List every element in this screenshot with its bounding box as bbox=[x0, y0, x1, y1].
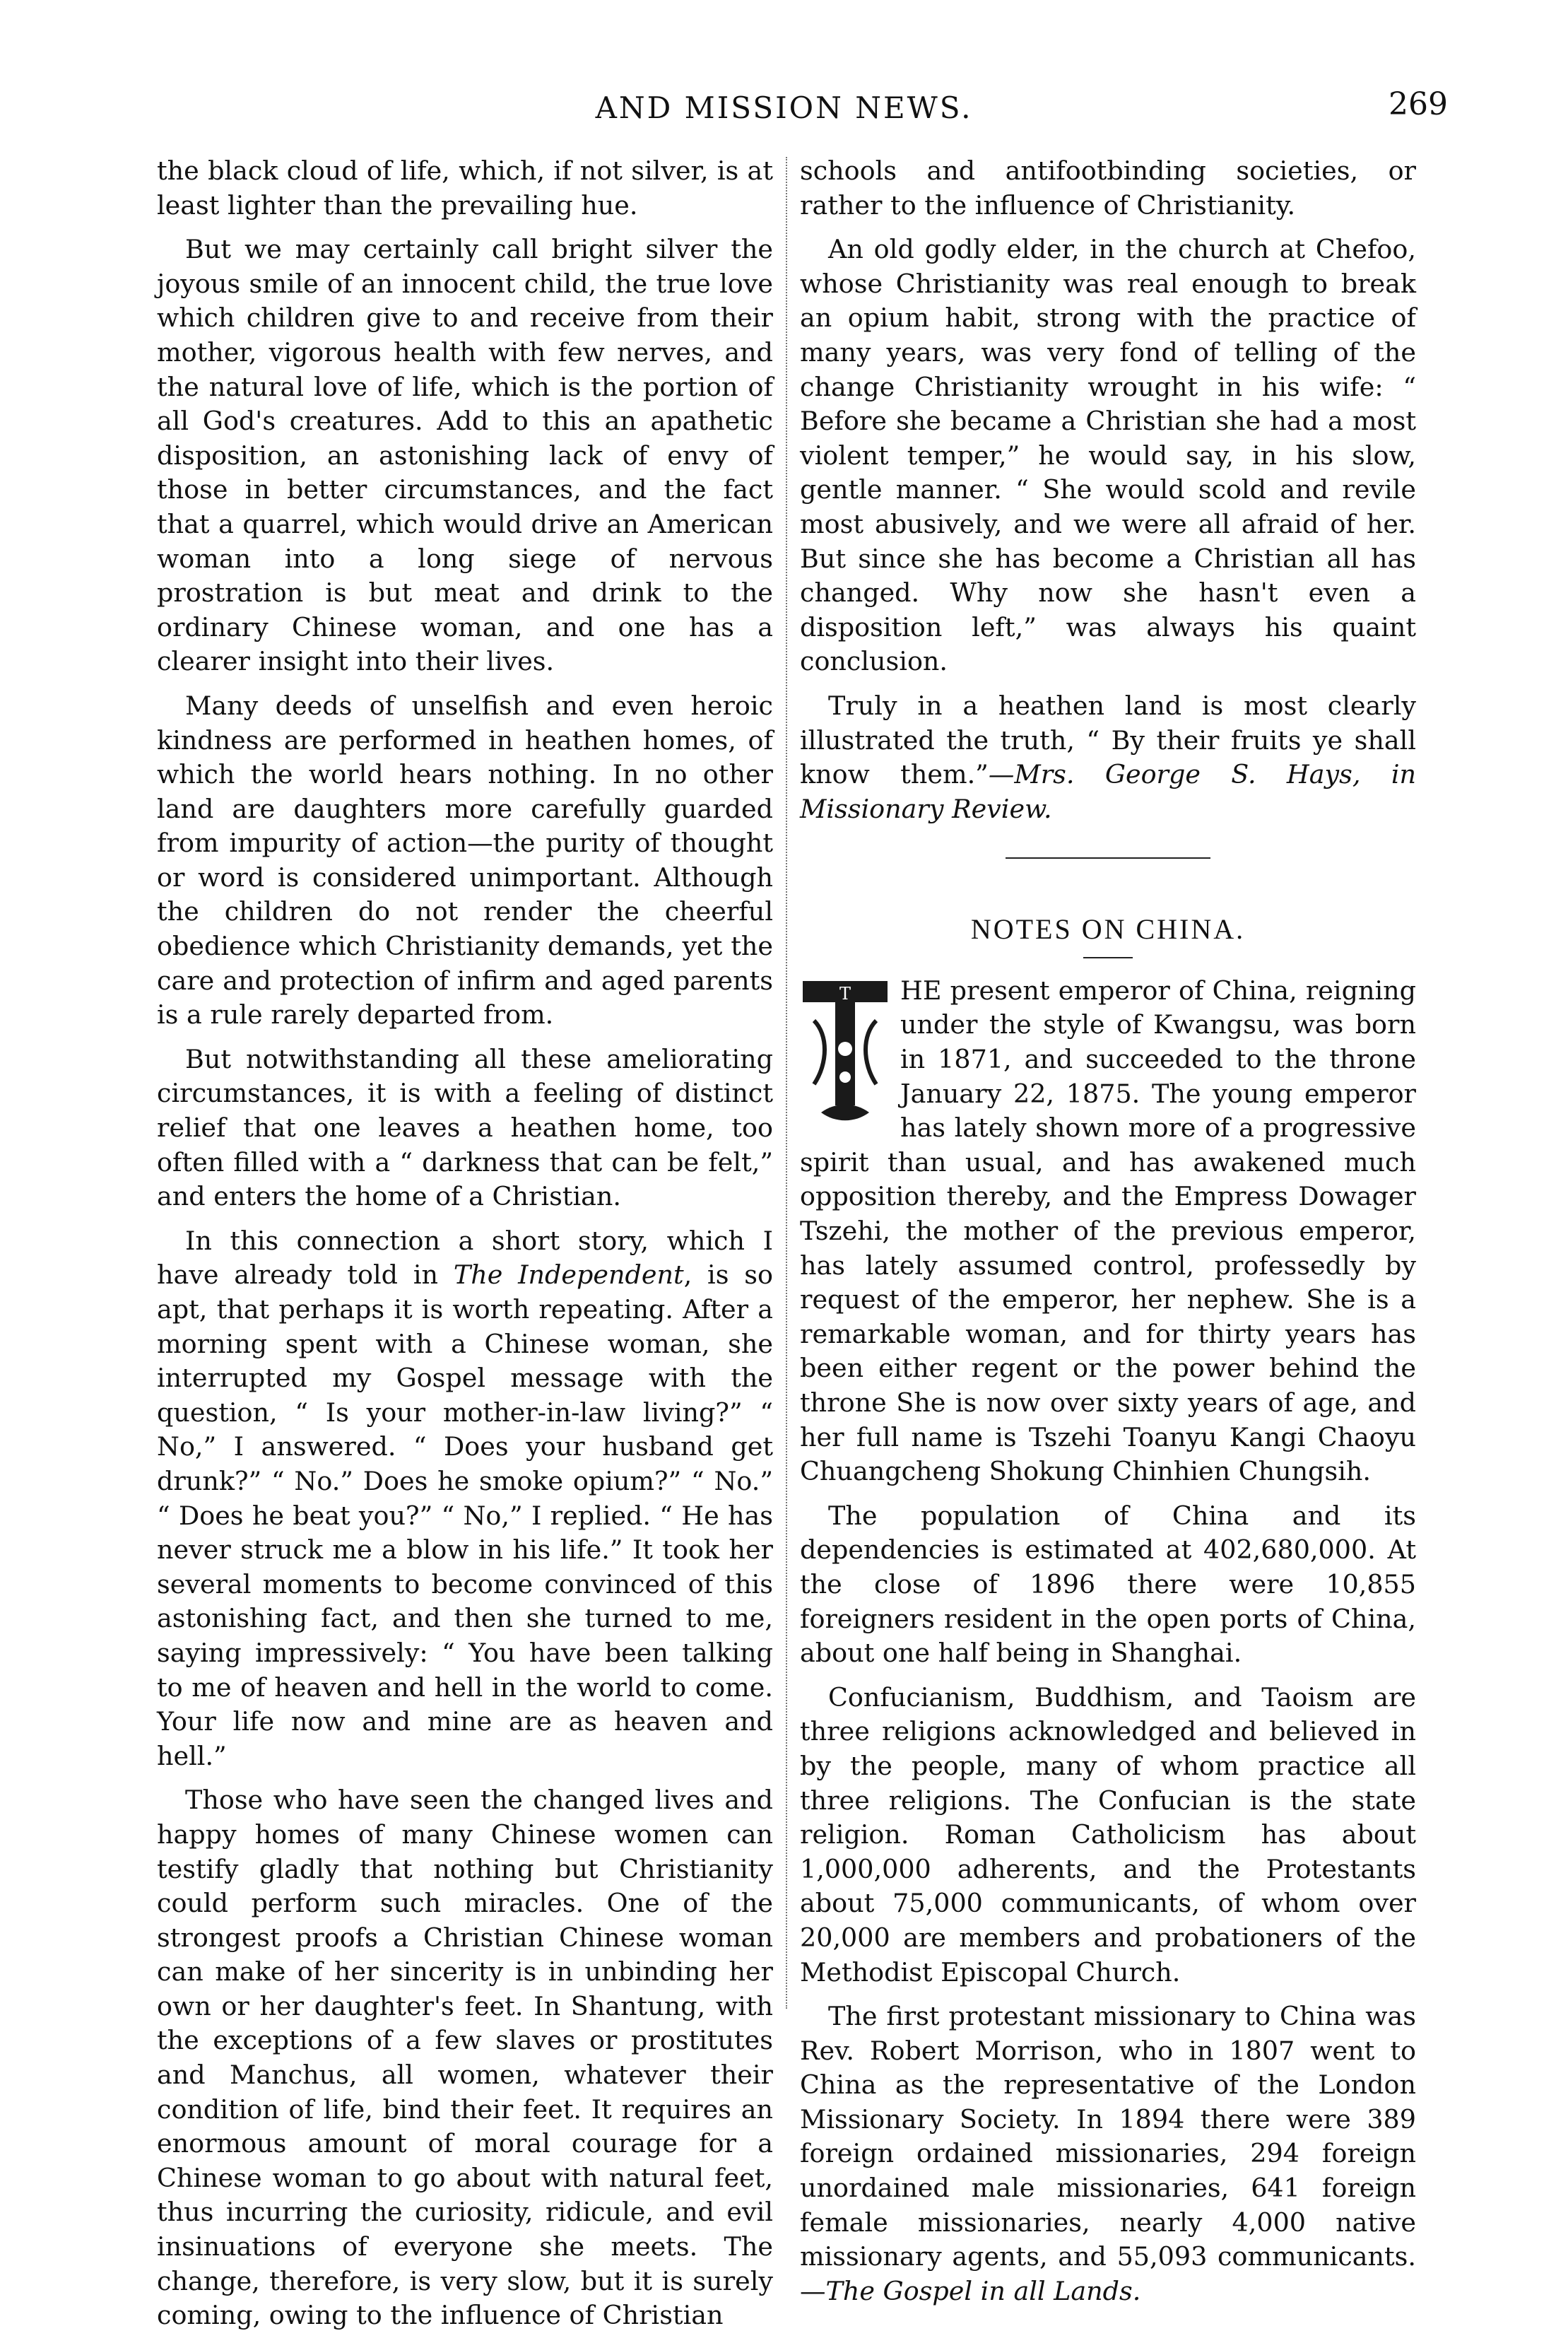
paragraph-attribution bbox=[800, 689, 1416, 826]
paragraph: An old godly elder, in the church at Chefoo, whose Christianity was real enough to break an opium habit, strong with the practice of many years, was very fond of telling of the change Christianity wrought in his wife: “ Before she became a Christian she had a most violent temper,” he would say, in his slow, gentle manner. “ She would scold and revile most abusively, and we were all afraid of her. But since she has become a Christian all has changed. Why now she hasn't even a disposition left,” was always his quaint conclusion. bbox=[800, 234, 1416, 677]
paragraph: But notwithstanding all these ameliorating circumstances, it is with a feeling of distinct relief that one leaves a heathen home, too often filled with a “ darkness that can be felt,” and enters the home of a Christian. bbox=[157, 1043, 773, 1212]
page-number: 269 bbox=[1389, 86, 1448, 122]
column-divider bbox=[786, 157, 787, 2009]
section-title: NOTES ON CHINA. bbox=[970, 913, 1246, 946]
story-text: In this connection a short story, which I have already told in bbox=[157, 1225, 773, 1291]
ornamental-initial bbox=[800, 978, 890, 1127]
paragraph-story bbox=[157, 1224, 773, 1774]
paragraph: schools and antifootbinding societies, or rather to the influence of Christianity. bbox=[800, 155, 1416, 221]
story-text: , is so apt, that perhaps it is worth repeating. After a morning spent with a Chinese woman, she interrupted my Gospel message with the question, “ Is your mother-in-law living?” “ No,” I answered. “ Does your husband get drunk?” “ No.” Does he smoke opium?” “ No.” “ Does he beat you?” “ No,” I replied. “ He has never struck me a blow in his life.” It took her several moments to become convinced of this astonishing fact, and then she turned to me, saying impressively: “ You have been talking to me of heaven and hell in the world to come. Your life now and mine are as heaven and hell.” bbox=[157, 1259, 773, 1771]
paragraph: Many deeds of unselfish and even heroic kindness are performed in heathen homes, of which the world hears nothing. In no other land are daughters more carefully guarded from impurity of action—the purity of thought or word is considered unimportant. Although the children do not render the cheerful obedience which Christianity demands, yet the care and protection of infirm and aged parents is a rule rarely departed from. bbox=[157, 690, 773, 1030]
notes-paragraph bbox=[800, 974, 1416, 1489]
ornamental-initial-graphic bbox=[800, 978, 890, 1127]
notes-paragraph: The population of China and its dependencies is estimated at 402,680,000. At the close of 1896 there were 10,855 foreigners resident in the open ports of China, about one half being in Shanghai. bbox=[800, 1500, 1416, 1669]
publication-title: The Independent bbox=[453, 1259, 684, 1291]
quote-text: Truly in a heathen land is most clearly illustrated the truth, “ By their fruits ye shall know them.” bbox=[800, 690, 1416, 790]
notes-paragraph: Confucianism, Buddhism, and Taoism are three religions acknowledged and believed in by the people, many of whom practice all three religions. The Confucian is the state religion. Roman Catholicism has about 1,000,000 adherents, and the Protestants about 75,000 communicants, of whom over 20,000 are members and probationers of the Methodist Episcopal Church. bbox=[800, 1681, 1416, 1987]
notes-paragraph bbox=[800, 2000, 1416, 2308]
attribution: —Mrs. George S. Hays, in Missionary Review. bbox=[800, 759, 1416, 824]
paragraph: But we may certainly call bright silver the joyous smile of an innocent child, the true love which children give to and receive from their mother, vigorous health with few nerves, and the natural love of life, which is the portion of all God's creatures. Add to this an apathetic disposition, an astonishing lack of envy of those in better circumstances, and the fact that a quarrel, which would drive an American woman into a long siege of nervous prostration is but meat and drink to the ordinary Chinese woman, and one has a clearer insight into their lives. bbox=[157, 234, 773, 677]
running-head: AND MISSION NEWS. bbox=[595, 90, 973, 125]
source-credit: The Gospel in all Lands. bbox=[825, 2275, 1141, 2306]
title-rule bbox=[1083, 957, 1133, 958]
paragraph: the black cloud of life, which, if not silver, is at least lighter than the prevailing hue. bbox=[157, 155, 773, 221]
paragraph: Those who have seen the changed lives and happy homes of many Chinese women can testify gladly that nothing but Christianity could perform such miracles. One of the strongest proofs a Christian Chinese woman can make of her sincerity is in unbinding her own or her daughter's feet. In Shantung, with the exceptions of a few slaves or prostitutes and Manchus, all women, whatever their condition of life, bind their feet. It requires an enormous amount of moral courage for a Chinese woman to go about with natural feet, thus incurring the curiosity, ridicule, and evil insinuations of everyone she meets. The change, therefore, is very slow, but it is surely coming, owing to the influence of Christian bbox=[157, 1785, 773, 2331]
left-column bbox=[157, 154, 773, 2343]
notes-text: The first protestant missionary to China was Rev. Robert Morrison, who in 1807 went to China as the representative of the London Missionary Society. In 1894 there were 389 foreign ordained missionaries, 294 foreign unordained male missionaries, 641 foreign female missionaries, nearly 4,000 native missionary agents, and 55,093 communicants.— bbox=[800, 2001, 1416, 2306]
initial-letter: T bbox=[839, 983, 851, 1004]
section-separator bbox=[1006, 857, 1210, 859]
right-column bbox=[800, 154, 1416, 2318]
notes-text: HE present emperor of China, reigning under the style of Kwangsu, was born in 1871, and succeeded to the throne January 22, 1875. The young emperor has lately shown more of a progressive spirit than usual, and has awakened much opposition thereby, and the Empress Dowager Tszehi, the mother of the previous emperor, has lately assumed control, professedly by request of the emperor, her nephew. She is a remarkable woman, and for thirty years has been either regent or the power behind the throne She is now over sixty years of age, and her full name is Tszehi Toanyu Kangi Chaoyu Chuangcheng Shokung Chinhien Chungsih. bbox=[800, 975, 1416, 1487]
